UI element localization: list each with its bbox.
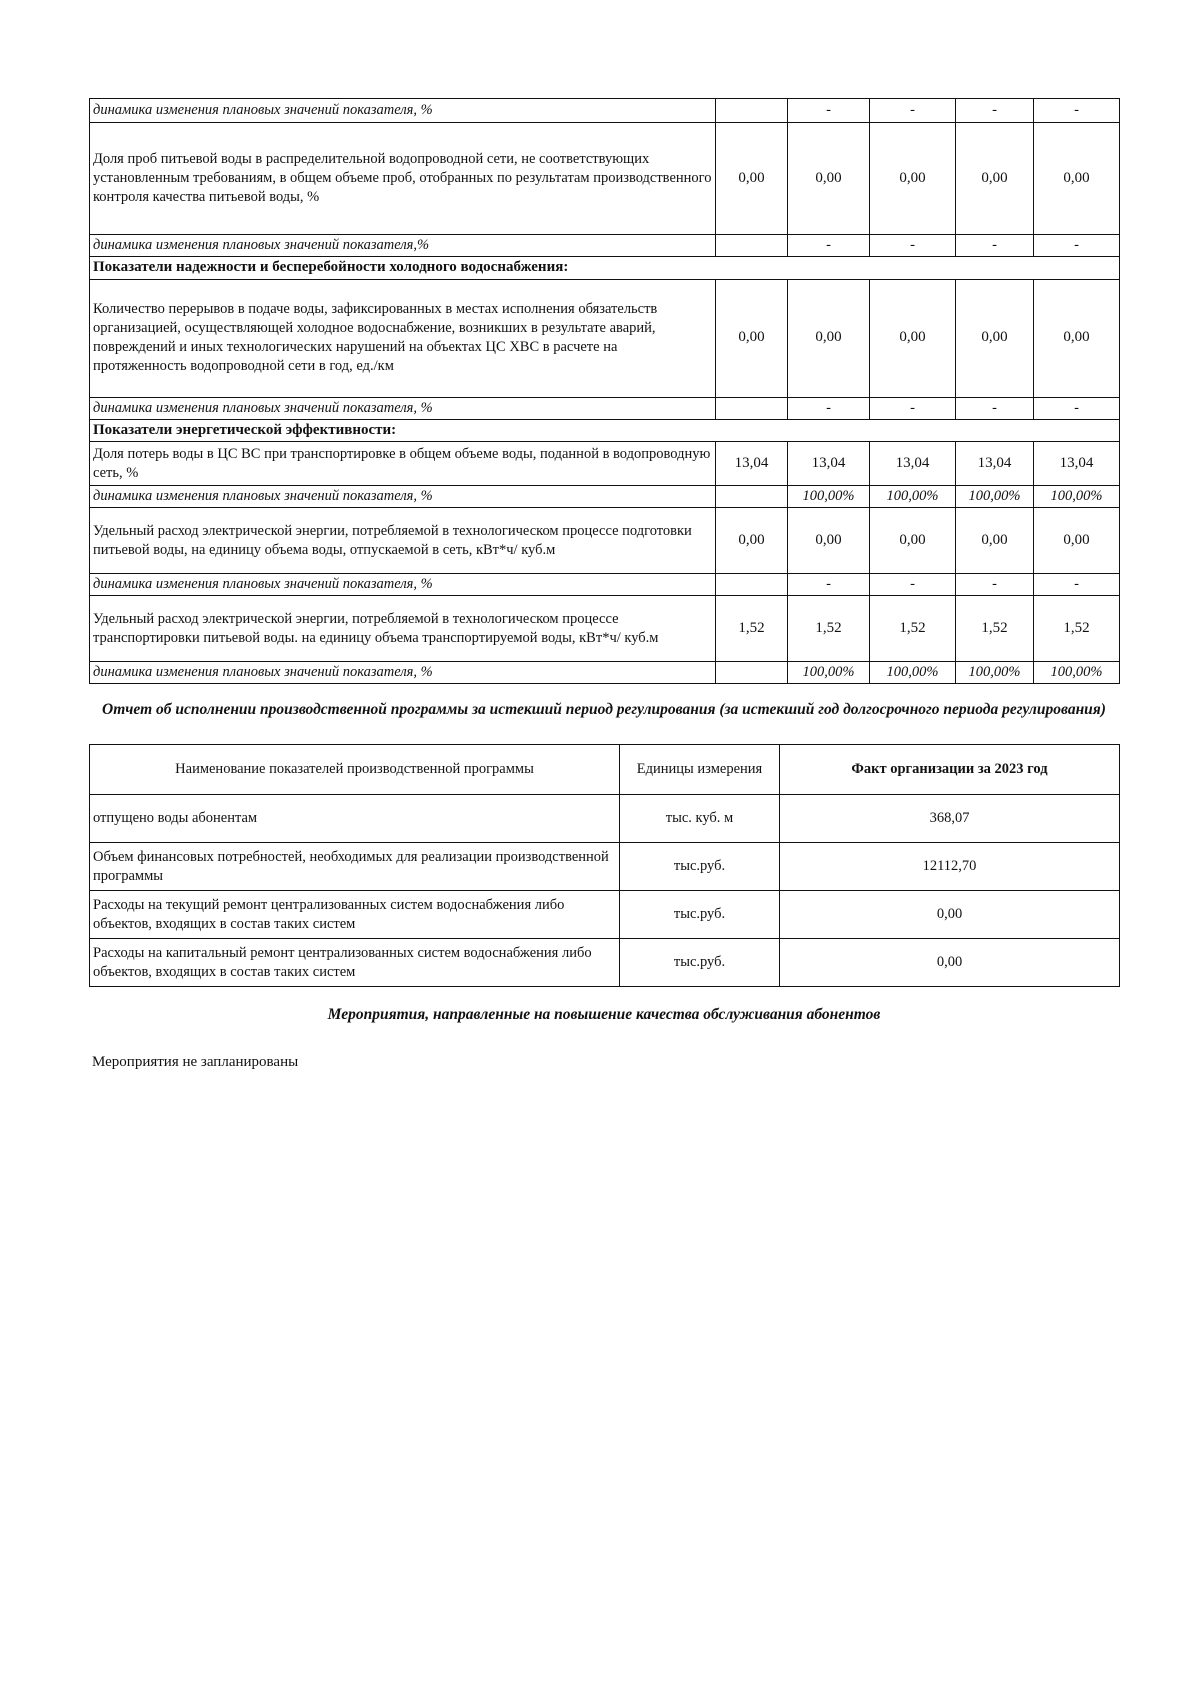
fact-value: 12112,70 [780,843,1120,891]
section-header-row [90,419,1120,442]
cell-value: - [1034,235,1120,257]
cell-value: - [956,235,1034,257]
table-header-row [90,745,1120,795]
unit: тыс.руб. [620,843,780,891]
table-row [90,843,1120,891]
indicator-name: Объем финансовых потребностей, необходимых для реализации производственной программы [90,843,620,891]
cell-value: - [788,99,870,123]
row-label: Удельный расход электрической энергии, потребляемой в технологическом процессе подготовки питьевой воды, на единицу объема воды, отпускаемой в сеть, кВт*ч/ куб.м [90,508,716,574]
cell-value: 100,00% [788,662,870,684]
table-row [90,99,1120,123]
cell-value [716,235,788,257]
table-row [90,795,1120,843]
report-title: Отчет об исполнении производственной программы за истекший период регулирования (за истекший год долгосрочного периода регулирования) [102,701,1106,718]
row-label: динамика изменения плановых значений показателя, % [90,397,716,419]
cell-value: - [1034,99,1120,123]
cell-value: 100,00% [870,662,956,684]
cell-value: 0,00 [788,123,870,235]
cell-value: - [870,235,956,257]
indicator-name: Расходы на текущий ремонт централизованных систем водоснабжения либо объектов, входящих в состав таких систем [90,891,620,939]
cell-value [716,99,788,123]
cell-value: 13,04 [716,442,788,486]
column-header: Единицы измерения [620,745,780,795]
fact-value: 368,07 [780,795,1120,843]
indicator-name: отпущено воды абонентам [90,795,620,843]
cell-value: 13,04 [1034,442,1120,486]
row-label: Удельный расход электрической энергии, потребляемой в технологическом процессе транспортировки питьевой воды. на единицу объема транспортируемой воды, кВт*ч/ куб.м [90,596,716,662]
indicators-table [89,98,1120,684]
cell-value: 100,00% [788,486,870,508]
column-header: Наименование показателей производственной программы [90,745,620,795]
row-label: Доля потерь воды в ЦС ВС при транспортировке в общем объеме воды, поданной в водопроводную сеть, % [90,442,716,486]
cell-value: 0,00 [716,123,788,235]
fact-value: 0,00 [780,939,1120,987]
row-label: динамика изменения плановых значений показателя, % [90,486,716,508]
cell-value: 0,00 [956,123,1034,235]
cell-value: 13,04 [870,442,956,486]
production-program-table [89,744,1120,987]
cell-value: 0,00 [716,279,788,397]
cell-value: - [956,574,1034,596]
cell-value: 0,00 [1034,508,1120,574]
cell-value: 1,52 [870,596,956,662]
cell-value: 1,52 [1034,596,1120,662]
cell-value: 1,52 [956,596,1034,662]
table-row [90,235,1120,257]
fact-value: 0,00 [780,891,1120,939]
row-label: динамика изменения плановых значений показателя, % [90,99,716,123]
unit: тыс.руб. [620,939,780,987]
cell-value: - [870,574,956,596]
cell-value: - [870,397,956,419]
cell-value: 100,00% [1034,486,1120,508]
cell-value: 100,00% [870,486,956,508]
cell-value: 0,00 [956,508,1034,574]
measures-title: Мероприятия, направленные на повышение качества обслуживания абонентов [327,1006,881,1023]
table-row [90,574,1120,596]
cell-value: - [1034,397,1120,419]
unit: тыс.руб. [620,891,780,939]
table-row [90,486,1120,508]
section-header: Показатели энергетической эффективности: [90,419,1120,442]
cell-value: - [1034,574,1120,596]
row-label: Количество перерывов в подаче воды, зафиксированных в местах исполнения обязательств организацией, осуществляющей холодное водоснабжение, возникших в результате аварий, повреждений и иных технологических нарушений на объектах ЦС ХВС в расчете на протяженность водопроводной сети в год, ед./км [90,279,716,397]
table-row [90,596,1120,662]
row-label: динамика изменения плановых значений показателя, % [90,662,716,684]
section-header: Показатели надежности и бесперебойности холодного водоснабжения: [90,257,1120,280]
cell-value: 0,00 [716,508,788,574]
table-row [90,442,1120,486]
cell-value: 0,00 [870,123,956,235]
table-row [90,279,1120,397]
cell-value: - [788,574,870,596]
cell-value: 100,00% [956,486,1034,508]
cell-value: - [956,99,1034,123]
cell-value: 0,00 [956,279,1034,397]
cell-value: 0,00 [870,279,956,397]
column-header: Факт организации за 2023 год [780,745,1120,795]
section-header-row [90,257,1120,280]
cell-value: - [788,235,870,257]
table-row [90,662,1120,684]
measures-text: Мероприятия не запланированы [92,1054,299,1070]
cell-value: 0,00 [1034,123,1120,235]
table-row [90,397,1120,419]
cell-value: 100,00% [956,662,1034,684]
cell-value: - [870,99,956,123]
indicator-name: Расходы на капитальный ремонт централизованных систем водоснабжения либо объектов, входящих в состав таких систем [90,939,620,987]
cell-value: 0,00 [788,508,870,574]
table-row [90,891,1120,939]
cell-value [716,662,788,684]
cell-value [716,574,788,596]
cell-value: 13,04 [956,442,1034,486]
cell-value: 100,00% [1034,662,1120,684]
table-row [90,939,1120,987]
row-label: Доля проб питьевой воды в распределительной водопроводной сети, не соответствующих установленным требованиям, в общем объеме проб, отобранных по результатам производственного контроля качества питьевой воды, % [90,123,716,235]
cell-value: 1,52 [716,596,788,662]
cell-value: 13,04 [788,442,870,486]
cell-value: - [788,397,870,419]
unit: тыс. куб. м [620,795,780,843]
cell-value: - [956,397,1034,419]
table-row [90,123,1120,235]
cell-value [716,486,788,508]
row-label: динамика изменения плановых значений показателя,% [90,235,716,257]
cell-value: 0,00 [870,508,956,574]
cell-value: 0,00 [1034,279,1120,397]
cell-value: 0,00 [788,279,870,397]
row-label: динамика изменения плановых значений показателя, % [90,574,716,596]
cell-value [716,397,788,419]
table-row [90,508,1120,574]
cell-value: 1,52 [788,596,870,662]
